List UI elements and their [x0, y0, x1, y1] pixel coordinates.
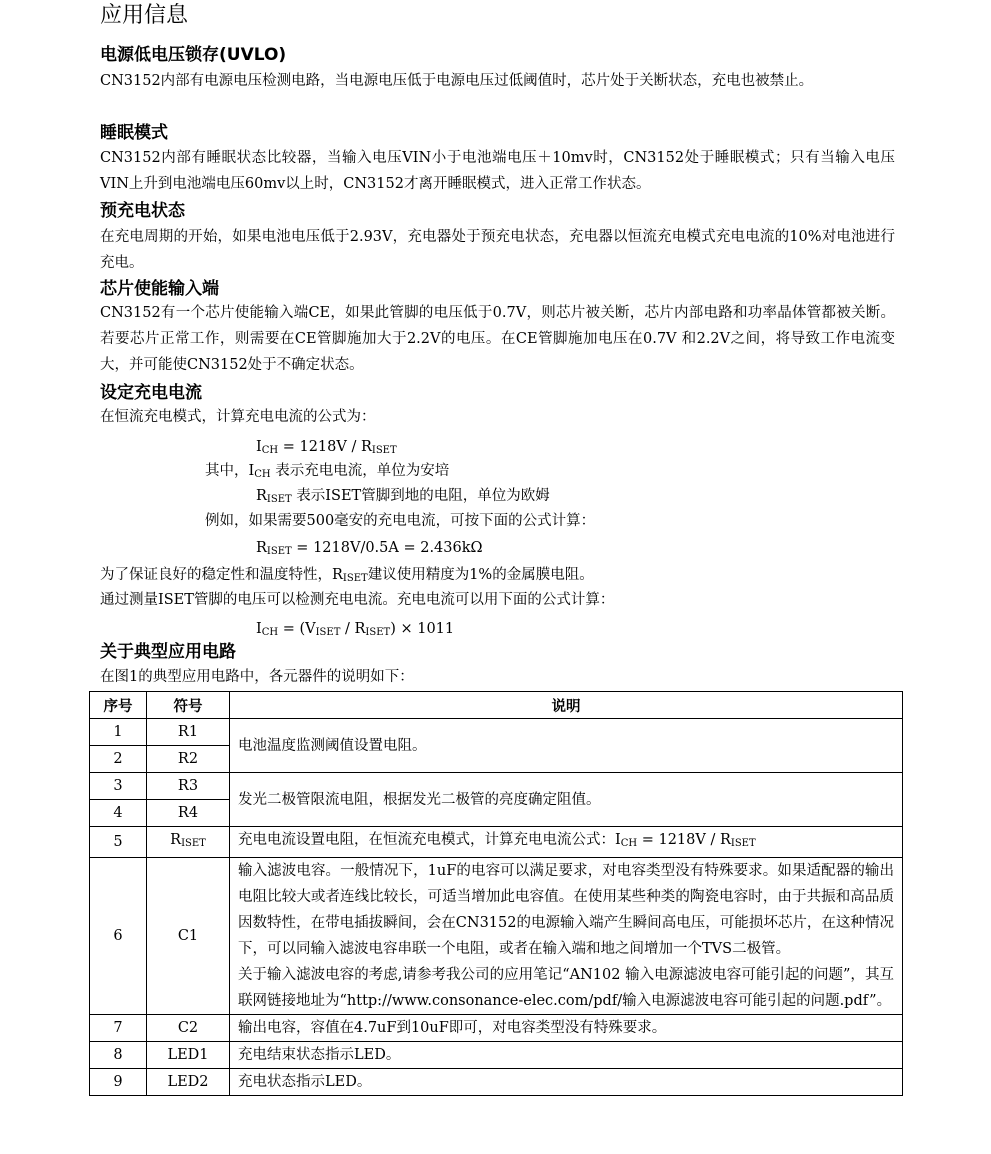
riset-note: 为了保证良好的稳定性和温度特性，$R_{ISET}$建议使用精度为1%的金属膜电阻。 — [100, 567, 594, 584]
c1-description-para2: 关于输入滤波电容的考虑,请参考我公司的应用笔记“AN102 输入电源滤波电容可能引起的问题”，其互联网链接地址为“http://www.consonance-elec.com/pdf/输入电源滤波电容可能引起的问题.pdf”。 — [238, 967, 894, 1009]
formula-ich: $I_{CH} = 1218V / R_{ISET}$ — [256, 439, 397, 456]
table-row — [90, 773, 903, 800]
heading-sleep: 睡眠模式 — [100, 123, 168, 143]
table-row — [90, 858, 903, 1015]
page-title: 应用信息 — [100, 3, 189, 28]
cell-description: 电池温度监测阈值设置电阻。 — [230, 719, 903, 773]
cell-symbol: C2 — [147, 1015, 230, 1042]
cell-no: 1 — [90, 719, 147, 746]
cell-description: 充电电流设置电阻，在恒流充电模式，计算充电电流公式：$I_{CH} = 1218V / R_{ISET}$ — [230, 827, 903, 858]
cell-symbol: R3 — [147, 773, 230, 800]
example-text: 例如，如果需要500毫安的充电电流，可按下面的公式计算： — [205, 513, 596, 529]
paragraph-uvlo: CN3152内部有电源电压检测电路，当电源电压低于电源电压过低阈值时，芯片处于关断状态，充电也被禁止。 — [100, 73, 814, 89]
typical-intro: 在图1的典型应用电路中，各元器件的说明如下： — [100, 669, 414, 685]
c1-description-para1: 输入滤波电容。一般情况下，1uF的电容可以满足要求，对电容类型没有特殊要求。如果适配器的输出电阻比较大或者连线比较长，可适当增加此电容值。在使用某些种类的陶瓷电容时，由于共振和高品质因数特性，在带电插拔瞬间，会在CN3152的电源输入端产生瞬间高电压，可能损坏芯片，在这种情况下，可以同输入滤波电容串联一个电阻，或者在输入端和地之间增加一个TVS二极管。 — [238, 863, 894, 957]
current-intro: 在恒流充电模式，计算充电电流的公式为： — [100, 409, 376, 425]
cell-description: 充电状态指示LED。 — [230, 1069, 903, 1096]
heading-charge-current: 设定充电电流 — [100, 383, 202, 403]
measure-text: 通过测量ISET管脚的电压可以检测充电电流。充电电流可以用下面的公式计算： — [100, 592, 615, 608]
table-header-row — [90, 692, 903, 719]
cell-description: 充电结束状态指示LED。 — [230, 1042, 903, 1069]
header-description: 说明 — [230, 692, 903, 719]
header-no: 序号 — [90, 692, 147, 719]
cell-description: 输出电容，容值在4.7uF到10uF即可，对电容类型没有特殊要求。 — [230, 1015, 903, 1042]
cell-no: 7 — [90, 1015, 147, 1042]
heading-uvlo: 电源低电压锁存(UVLO) — [100, 45, 287, 65]
table-row — [90, 1069, 903, 1096]
paragraph-sleep: CN3152内部有睡眠状态比较器，当输入电压VIN小于电池端电压＋10mv时，CN3152处于睡眠模式；只有当输入电压VIN上升到电池端电压60mv以上时，CN3152才离开睡眠模式，进入正常工作状态。 — [100, 150, 895, 192]
cell-symbol: C1 — [147, 858, 230, 1015]
cell-no: 6 — [90, 858, 147, 1015]
where-riset: $R_{ISET}$ 表示ISET管脚到地的电阻，单位为欧姆 — [256, 488, 550, 505]
heading-typical-circuit: 关于典型应用电路 — [100, 642, 236, 662]
table-row — [90, 1015, 903, 1042]
formula-riset: $R_{ISET} = 1218V/0.5A = 2.436k\Omega$ — [256, 540, 483, 557]
cell-symbol: R1 — [147, 719, 230, 746]
paragraph-precharge: 在充电周期的开始，如果电池电压低于2.93V，充电器处于预充电状态，充电器以恒流充电模式充电电流的10%对电池进行充电。 — [100, 229, 895, 271]
heading-precharge: 预充电状态 — [100, 201, 185, 221]
header-symbol: 符号 — [147, 692, 230, 719]
where-ich: 其中，$I_{CH}$ 表示充电电流，单位为安培 — [205, 463, 450, 480]
cell-symbol: R2 — [147, 746, 230, 773]
cell-no: 9 — [90, 1069, 147, 1096]
cell-no: 5 — [90, 827, 147, 858]
table-row — [90, 1042, 903, 1069]
cell-no: 8 — [90, 1042, 147, 1069]
formula-ich-measure: $I_{CH} = (V_{ISET} / R_{ISET}) \times 1011$ — [256, 621, 455, 638]
table-row — [90, 719, 903, 746]
cell-symbol: $R_{ISET}$ — [147, 827, 230, 858]
cell-symbol: LED2 — [147, 1069, 230, 1096]
component-table — [89, 691, 903, 1096]
cell-symbol: LED1 — [147, 1042, 230, 1069]
cell-symbol: R4 — [147, 800, 230, 827]
table-row — [90, 827, 903, 858]
heading-enable: 芯片使能输入端 — [100, 279, 219, 299]
cell-no: 2 — [90, 746, 147, 773]
cell-no: 3 — [90, 773, 147, 800]
cell-description: 发光二极管限流电阻，根据发光二极管的亮度确定阻值。 — [230, 773, 903, 827]
paragraph-enable: CN3152有一个芯片使能输入端CE，如果此管脚的电压低于0.7V，则芯片被关断，芯片内部电路和功率晶体管都被关断。若要芯片正常工作，则需要在CE管脚施加大于2.2V的电压。在CE管脚施加电压在0.7V 和2.2V之间，将导致工作电流变大，并可能使CN3152处于不确定状态。 — [100, 305, 895, 373]
cell-description — [230, 858, 903, 1015]
cell-no: 4 — [90, 800, 147, 827]
